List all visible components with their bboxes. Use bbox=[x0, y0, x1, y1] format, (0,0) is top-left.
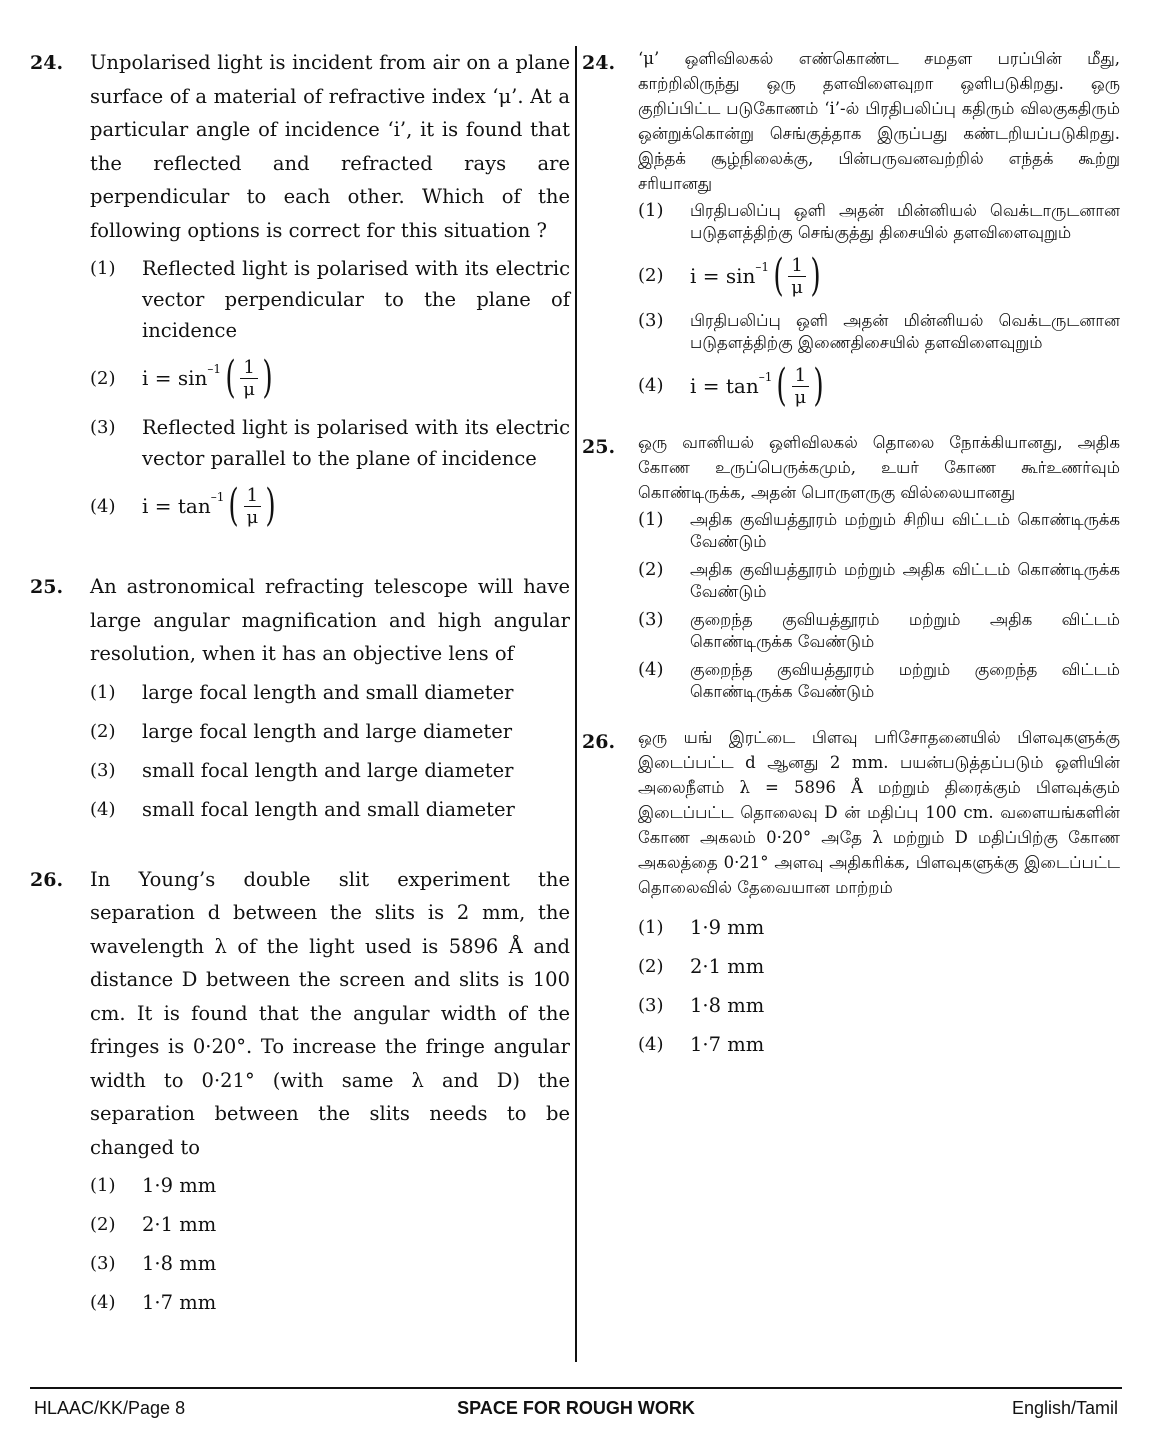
option-text: 1·9 mm bbox=[142, 1174, 217, 1197]
fraction-numerator: 1 bbox=[792, 365, 809, 387]
option-text: 2·1 mm bbox=[142, 1213, 217, 1236]
option-text: அதிக குவியத்தூரம் மற்றும் அதிக விட்டம் கொண்டிருக்க வேண்டும் bbox=[690, 560, 1120, 601]
english-column bbox=[30, 46, 570, 1326]
option-2 bbox=[90, 716, 570, 747]
option-text: 1·8 mm bbox=[690, 994, 765, 1017]
option-number: (2) bbox=[638, 559, 664, 580]
option-4 bbox=[638, 360, 1120, 411]
option-text: 1·7 mm bbox=[690, 1033, 765, 1056]
formula-arctan bbox=[690, 360, 827, 411]
option-3 bbox=[90, 1248, 570, 1279]
right-paren: ) bbox=[813, 360, 824, 411]
option-1 bbox=[90, 677, 570, 708]
question-text: ‘μ’ ஒளிவிலகல் எண்கொண்ட சமதள பரப்பின் மீது, காற்றிலிருந்து ஒரு தளவிளைவுறா ஒளிபடுகிறது. ஒரு குறிப்பிட்ட படுகோணம் ‘i’-ல் பிரதிபலிப்பு கதிரும் விலகுகதிரும் ஒன்றுக்கொன்று செங்குத்தாக இருப்பது கண்டறியப்படுகிறது. இந்தக் சூழ்நிலைக்கு, பின்பருவனவற்றில் எந்தக் கூற்று சரியானது bbox=[638, 49, 1120, 193]
option-number: (1) bbox=[90, 1175, 116, 1196]
question-24-english bbox=[30, 46, 570, 531]
option-number: (1) bbox=[638, 200, 664, 221]
fraction-numerator: 1 bbox=[240, 357, 257, 379]
fraction-denominator: μ bbox=[794, 386, 807, 408]
option-number: (3) bbox=[90, 417, 116, 438]
option-text: 1·8 mm bbox=[142, 1252, 217, 1275]
option-text: 1·9 mm bbox=[690, 916, 765, 939]
option-number: (2) bbox=[90, 367, 116, 389]
option-number: (2) bbox=[90, 720, 116, 742]
question-24-tamil bbox=[582, 46, 1120, 411]
option-4 bbox=[90, 794, 570, 825]
question-25-english bbox=[30, 570, 570, 825]
fraction bbox=[792, 365, 810, 408]
option-number: (2) bbox=[638, 956, 664, 977]
option-2 bbox=[638, 951, 1120, 982]
fraction-numerator: 1 bbox=[788, 255, 805, 277]
left-paren: ( bbox=[773, 250, 784, 301]
formula-exponent: –1 bbox=[210, 489, 225, 504]
option-number: (4) bbox=[638, 1034, 664, 1055]
option-1 bbox=[638, 200, 1120, 244]
formula-exponent: –1 bbox=[207, 361, 222, 376]
question-number: 24. bbox=[30, 52, 64, 74]
question-number: 25. bbox=[30, 576, 64, 598]
option-1 bbox=[638, 509, 1120, 553]
option-text: அதிக குவியத்தூரம் மற்றும் சிறிய விட்டம் கொண்டிருக்க வேண்டும் bbox=[690, 510, 1120, 551]
option-number: (4) bbox=[638, 659, 664, 680]
rough-work-label: SPACE FOR ROUGH WORK bbox=[457, 1398, 695, 1418]
fraction-denominator: μ bbox=[243, 378, 255, 400]
option-3 bbox=[90, 412, 570, 474]
formula-prefix: i = sin bbox=[690, 264, 756, 288]
option-number: (1) bbox=[638, 509, 664, 530]
option-text: small focal length and large diameter bbox=[142, 758, 514, 782]
option-text: Reflected light is polarised with its electric vector perpendicular to the plane of incidence bbox=[142, 257, 570, 342]
option-4 bbox=[90, 480, 570, 531]
formula-prefix: i = tan bbox=[690, 374, 759, 398]
language-label: English/Tamil bbox=[1011, 1398, 1118, 1418]
footer-divider bbox=[30, 1387, 1122, 1389]
option-text: 1·7 mm bbox=[142, 1291, 217, 1314]
question-26-english bbox=[30, 863, 570, 1319]
question-25-tamil bbox=[582, 430, 1120, 703]
option-number: (4) bbox=[90, 798, 116, 820]
fraction-numerator: 1 bbox=[244, 485, 261, 507]
question-text: An astronomical refracting telescope will have large angular magnification and high angular resolution, when it has an objective lens of bbox=[90, 575, 570, 665]
question-number: 26. bbox=[582, 731, 616, 753]
option-4 bbox=[90, 1287, 570, 1318]
options-list bbox=[90, 253, 570, 531]
option-2 bbox=[638, 559, 1120, 603]
option-number: (3) bbox=[638, 310, 664, 331]
formula-prefix: i = tan bbox=[142, 493, 211, 518]
options-list bbox=[638, 509, 1120, 703]
option-number: (1) bbox=[638, 917, 664, 938]
option-text: large focal length and small diameter bbox=[142, 680, 514, 704]
option-number: (3) bbox=[638, 609, 664, 630]
right-paren: ) bbox=[810, 250, 821, 301]
option-text: குறைந்த குவியத்தூரம் மற்றும் குறைந்த விட்டம் கொண்டிருக்க வேண்டும் bbox=[690, 660, 1120, 701]
option-4 bbox=[638, 1029, 1120, 1060]
option-number: (1) bbox=[90, 258, 116, 279]
options-list bbox=[90, 1170, 570, 1318]
option-text: பிரதிபலிப்பு ஒளி அதன் மின்னியல் வெக்டருடனான படுதளத்திற்கு இணைதிசையில் தளவிளைவுறும் bbox=[690, 311, 1120, 352]
option-number: (3) bbox=[90, 1253, 116, 1274]
option-text: small focal length and small diameter bbox=[142, 797, 515, 821]
option-text: Reflected light is polarised with its electric vector parallel to the plane of incidence bbox=[142, 416, 570, 470]
options-list bbox=[638, 912, 1120, 1060]
option-text: பிரதிபலிப்பு ஒளி அதன் மின்னியல் வெக்டாருடனான படுதளத்திற்கு செங்குத்து திசையில் தளவிளைவுறும் bbox=[690, 201, 1120, 242]
option-2 bbox=[638, 250, 1120, 301]
question-text: ஒரு வானியல் ஒளிவிலகல் தொலை நோக்கியானது, அதிக கோண உருப்பெருக்கமும், உயர் கோண கூர்உணர்வும் கொண்டிருக்க, அதன் பொருளருகு வில்லையானது bbox=[638, 433, 1120, 502]
fraction-denominator: μ bbox=[791, 276, 803, 298]
option-text: 2·1 mm bbox=[690, 955, 765, 978]
question-text: ஒரு யங் இரட்டை பிளவு பரிசோதனையில் பிளவுகளுக்கு இடைப்பட்ட d ஆனது 2 mm. பயன்படுத்தப்படும் ஒளியின் அலைநீளம் λ = 5896 Å மற்றும் திரைக்கும் பிளவுக்கும் இடைப்பட்ட தொலைவு D ன் மதிப்பு 100 cm. வளையங்களின் கோண அகலம் 0·20° அதே λ மற்றும் D மதிப்பிற்கு கோண அகலத்தை 0·21° அளவு அதிகரிக்க, பிளவுகளுக்கு இடைப்பட்ட தொலைவில் தேவையான மாற்றம் bbox=[638, 728, 1120, 897]
formula-exponent: –1 bbox=[758, 370, 773, 384]
option-number: (1) bbox=[90, 681, 116, 703]
option-4 bbox=[638, 659, 1120, 703]
options-list bbox=[90, 677, 570, 825]
question-text: In Young’s double slit experiment the separation d between the slits is 2 mm, the wavelength λ of the light used is 5896 Å and distance D between the screen and slits is 100 cm. It is found that the angular width of the fringes is 0·20°. To increase the fringe angular width to 0·21° (with same λ and D) the separation between the slits needs to be changed to bbox=[90, 867, 570, 1159]
option-number: (4) bbox=[638, 375, 664, 396]
option-1 bbox=[90, 253, 570, 346]
formula-exponent: –1 bbox=[755, 260, 770, 274]
column-divider bbox=[575, 46, 577, 1362]
formula-arctan bbox=[142, 480, 279, 531]
option-number: (2) bbox=[90, 1214, 116, 1235]
left-paren: ( bbox=[228, 480, 240, 531]
right-paren: ) bbox=[262, 352, 273, 403]
option-2 bbox=[90, 1209, 570, 1240]
left-paren: ( bbox=[225, 352, 236, 403]
formula-prefix: i = sin bbox=[142, 365, 208, 390]
right-paren: ) bbox=[265, 480, 276, 531]
option-2 bbox=[90, 352, 570, 403]
option-3 bbox=[638, 990, 1120, 1021]
question-text: Unpolarised light is incident from air on a plane surface of a material of refractive index ‘μ’. At a particular angle of incidence ‘i’, it is found that the reflected and refracted rays are perpendicular to each other. Which of the following options is correct for this situation ? bbox=[90, 51, 570, 242]
option-3 bbox=[638, 609, 1120, 653]
option-1 bbox=[90, 1170, 570, 1201]
fraction-denominator: μ bbox=[246, 506, 259, 528]
tamil-column bbox=[582, 46, 1120, 1068]
formula-arcsin bbox=[142, 352, 276, 403]
question-number: 25. bbox=[582, 436, 616, 458]
option-1 bbox=[638, 912, 1120, 943]
fraction bbox=[244, 485, 262, 528]
option-3 bbox=[90, 755, 570, 786]
option-number: (4) bbox=[90, 495, 116, 517]
question-number: 26. bbox=[30, 868, 64, 891]
option-text: குறைந்த குவியத்தூரம் மற்றும் அதிக விட்டம் கொண்டிருக்க வேண்டும் bbox=[690, 610, 1120, 651]
left-paren: ( bbox=[776, 360, 788, 411]
option-number: (4) bbox=[90, 1292, 116, 1313]
question-number: 24. bbox=[582, 52, 616, 74]
option-number: (3) bbox=[638, 995, 664, 1016]
option-3 bbox=[638, 310, 1120, 354]
option-number: (3) bbox=[90, 759, 116, 781]
page-code: HLAAC/KK/Page 8 bbox=[34, 1398, 186, 1418]
question-26-tamil bbox=[582, 725, 1120, 1060]
fraction bbox=[240, 357, 258, 400]
formula-arcsin bbox=[690, 250, 824, 301]
options-list bbox=[638, 200, 1120, 411]
option-number: (2) bbox=[638, 265, 664, 286]
option-text: large focal length and large diameter bbox=[142, 719, 513, 743]
fraction bbox=[788, 255, 806, 298]
